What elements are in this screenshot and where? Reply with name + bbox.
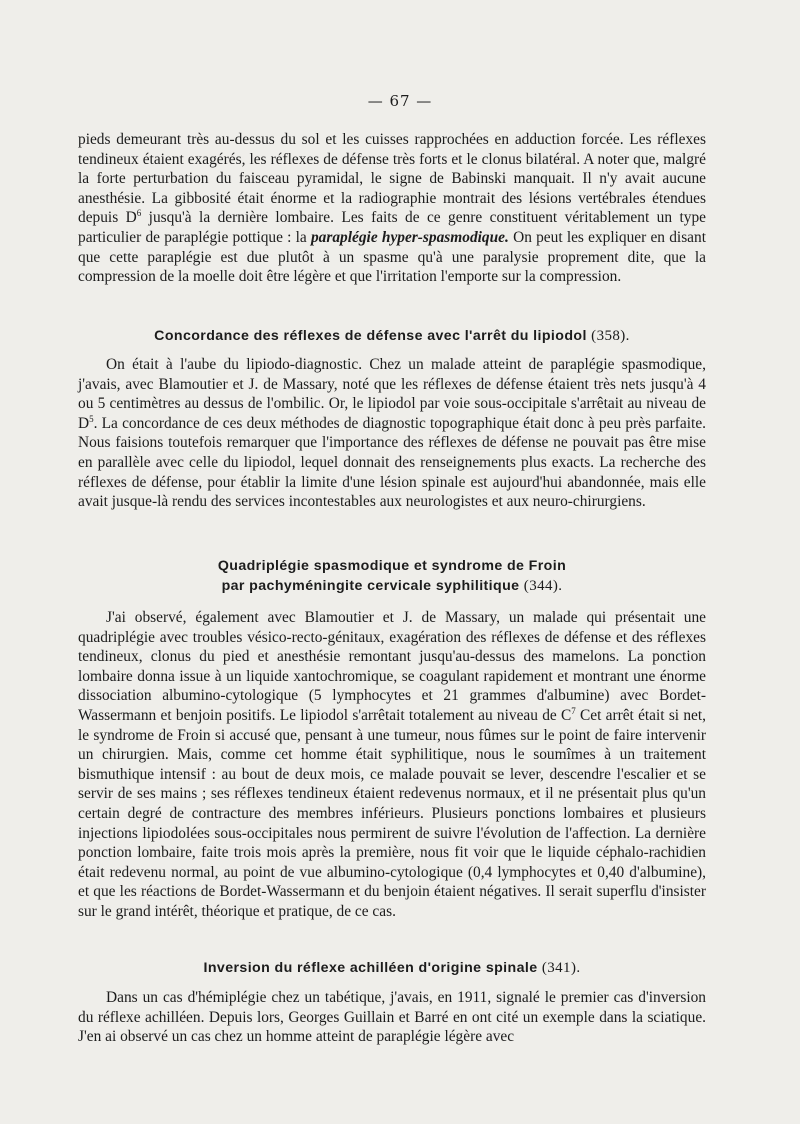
paragraph-part1: J'ai observé, également avec Blamoutier et J. de Massary, un malade qui présentait une quadriplégie avec troubles vésico-recto-génitaux, exagération des réflexes de défense et des réflexes tendineux, clonus du pied et anesthésie remontant jusqu'au-dessus des mamelons. La ponction lombaire donna issue à un liquide xantochromique, se coagulant rapidement et montrant une énorme dissociation albumino-cytologique (5 lymphocytes et 21 grammes d'albumine) avec Bordet-Wassermann et benjoin positifs. Le lipiodol s'arrêtait totalement au niveau de C xyxy=(78,609,706,724)
italic-term: paraplégie hyper-spasmodique. xyxy=(310,228,509,246)
paragraph-top-part3: On peut les expliquer en disant que cette paraplégie est due plutôt à un spasme qu'à une paralysie proprement dite, que la compression de la moelle doit être légère et que l'irritation l'emporte sur la compression. xyxy=(78,228,706,286)
section-heading-line1: Quadriplégie spasmodique et syndrome de Froin xyxy=(217,558,567,574)
paragraph-achilleen xyxy=(78,988,706,1047)
reference-number: (341). xyxy=(541,960,581,976)
paragraph-part1: Dans un cas d'hémiplégie chez un tabétique, j'avais, en 1911, signalé le premier cas d'inversion du réflexe achilléen. Depuis lors, Georges Guillain et Barré en ont cité un exemple dans la sciatique. J'en ai observé un cas chez un homme atteint de paraplégie légère avec xyxy=(78,989,706,1046)
section-heading-line2: par pachyméningite cervicale syphilitique xyxy=(221,578,520,594)
reference-number: (344). xyxy=(523,578,563,594)
superscript-d6: 6 xyxy=(136,208,142,219)
paragraph-top-part2: jusqu'à la dernière lombaire. Les faits de ce genre constituent véritablement un type particulier de paraplégie pottique : la xyxy=(78,209,706,246)
section-heading-achilleen xyxy=(78,958,706,978)
page-number: — 67 — xyxy=(367,92,433,110)
paragraph-lipiodol xyxy=(78,355,706,512)
section-heading-lipiodol xyxy=(78,326,706,346)
superscript-c7: 7 xyxy=(571,705,576,716)
section-heading-quadriplegie xyxy=(78,556,706,596)
paragraph-top-part1: pieds demeurant très au-dessus du sol et les cuisses rapprochées en adduction forcée. Les réflexes tendineux étaient exagérés, les réflexes de défense très forts et le clonus bilatéral. A noter que, malgré la forte perturbation du faisceau pyramidal, le signe de Babinski manquait. Il n'y avait aucune anesthésie. La gibbosité était énorme et la radiographie montrait des lésions vertébrales étendues depuis D xyxy=(78,131,706,227)
section-heading-text: Concordance des réflexes de défense avec l'arrêt du lipiodol xyxy=(154,328,587,344)
paragraph-quadriplegie xyxy=(78,608,706,922)
paragraph-part2: Cet arrêt était si net, le syndrome de Froin si accusé que, pensant à une tumeur, nous fûmes sur le point de faire intervenir un chirurgien. Mais, comme cet homme était syphilitique, nous le soumîmes à un traitement bismuthique intensif : au bout de deux mois, ce malade pouvait se lever, descendre l'escalier et se servir de ses mains ; ses réflexes tendineux étaient redevenus normaux, et il ne présentait plus qu'un certain degré de contracture des membres inférieurs. Plusieurs ponctions lombaires et plusieurs injections lipiodolées sous-occipitales nous permirent de suivre l'évolution de l'affection. La dernière ponction lombaire, faite trois mois après la première, nous fit voir que le liquide céphalo-rachidien était redevenu normal, au point de vue albumino-cytologique (0,4 lymphocytes et 0,40 d'albumine), et que les réactions de Bordet-Wassermann et du benjoin étaient négatives. Il serait superflu d'insister sur le grand intérêt, théorique et pratique, de ce cas. xyxy=(78,706,706,920)
paragraph-top xyxy=(78,130,706,287)
reference-number: (358). xyxy=(591,328,630,344)
superscript-d5: 5 xyxy=(89,413,94,424)
paragraph-part1: On était à l'aube du lipiodo-diagnostic. Chez un malade atteint de paraplégie spasmodique, j'avais, avec Blamoutier et J. de Massary, noté que les réflexes de défense étaient très nets jusqu'à 4 ou 5 centimètres au dessus de l'ombilic. Or, le lipiodol par voie sous-occipitale s'arrêtait au niveau de D xyxy=(78,356,706,432)
section-heading-text: Inversion du réflexe achilléen d'origine spinale xyxy=(203,960,538,976)
paragraph-part2: . La concordance de ces deux méthodes de diagnostic topographique était donc à peu près parfaite. Nous faisions toutefois remarquer que l'importance des réflexes de défense ne pouvait pas être mise en parallèle avec celle du lipiodol, lequel donnait des renseignements plus exacts. La recherche des réflexes de défense, pour établir la limite d'une lésion spinale est aujourd'hui abandonnée, mais elle avait jusque-là rendu des services incontestables aux neurologistes et aux neuro-chirurgiens. xyxy=(78,414,706,511)
